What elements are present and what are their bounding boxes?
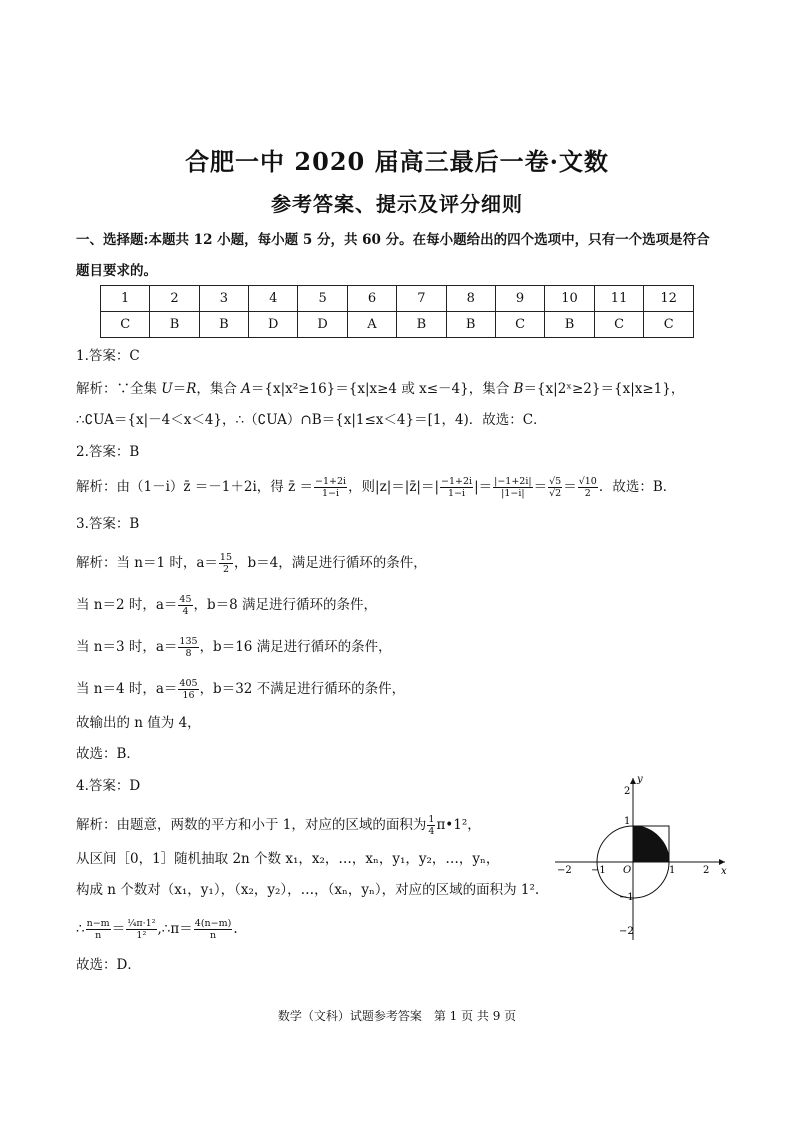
- text: ，b＝16 满足进行循环的条件，: [199, 639, 392, 655]
- q4-analysis-line4: [76, 918, 238, 941]
- numerator: √10: [578, 476, 597, 487]
- text: ，b＝4，满足进行循环的条件，: [234, 555, 427, 571]
- text: ，集合: [196, 381, 242, 397]
- text: 当 n＝4 时，a＝: [76, 681, 178, 697]
- q3-choice: 故选：B．: [76, 746, 140, 762]
- answer-table-answer-row: [101, 312, 694, 338]
- q4-answer: 4.答案：D: [76, 778, 141, 794]
- table-cell: 4: [249, 286, 298, 312]
- denominator: n: [209, 930, 217, 941]
- table-cell: B: [397, 312, 446, 338]
- table-cell: C: [101, 312, 150, 338]
- text: 解析：由题意，两数的平方和小于 1，对应的区域的面积为: [76, 817, 427, 833]
- table-cell: D: [249, 312, 298, 338]
- x-tick-label: 2: [703, 865, 710, 876]
- numerator: 1: [428, 814, 435, 825]
- q3-round2: [76, 594, 377, 617]
- text: 当 n＝3 时，a＝: [76, 639, 178, 655]
- text: ＝{x|x²≥16}＝{x|x≥4 或 x≤－4}，集合: [250, 381, 514, 397]
- x-tick-label: −2: [557, 865, 572, 876]
- numerator: −1+2i: [315, 476, 347, 487]
- q3-round3: [76, 636, 392, 659]
- table-cell: B: [446, 312, 495, 338]
- numerator: ¼π·1²: [127, 918, 156, 929]
- fraction: [194, 918, 233, 941]
- x-axis-arrow-icon: [719, 859, 725, 865]
- table-cell: D: [298, 312, 347, 338]
- table-cell: 12: [644, 286, 694, 312]
- fraction: [178, 636, 198, 659]
- denominator: |1−i|: [501, 488, 525, 499]
- text: ，b＝32 不满足进行循环的条件，: [199, 681, 406, 697]
- text: 解析：∵全集: [76, 381, 162, 397]
- q4-analysis-line1: [76, 814, 481, 837]
- fraction: [578, 476, 598, 499]
- table-cell: B: [545, 312, 595, 338]
- denominator: 4: [182, 606, 189, 617]
- table-cell: 7: [397, 286, 446, 312]
- table-cell: 10: [545, 286, 595, 312]
- y-tick-label: −2: [619, 926, 634, 937]
- table-cell: 2: [150, 286, 199, 312]
- origin-label: O: [623, 865, 632, 876]
- text: |＝: [474, 479, 493, 495]
- numerator: −1+2i: [441, 476, 473, 487]
- numerator: 15: [219, 552, 233, 563]
- text: π•1²，: [436, 817, 481, 833]
- q1-answer: 1.答案：C: [76, 348, 140, 364]
- text: ,∴π＝: [157, 921, 193, 937]
- q3-round4: [76, 678, 405, 701]
- x-axis-label: x: [721, 866, 727, 877]
- text: R: [186, 381, 197, 397]
- fraction: [219, 552, 233, 575]
- denominator: 1−i: [448, 488, 466, 499]
- text: ＝: [172, 381, 187, 397]
- fraction: [548, 476, 562, 499]
- text: ，则|z|＝|z̄|＝|: [348, 479, 440, 495]
- unit-circle-graph: [545, 770, 735, 945]
- text: 解析：由（1－i）z̄ ＝－1＋2i，得 z̄ ＝: [76, 479, 314, 495]
- text: 解析：当 n＝1 时，a＝: [76, 555, 218, 571]
- text: ＝: [533, 479, 548, 495]
- text: B: [513, 381, 524, 397]
- q2-analysis-line1: [76, 476, 676, 499]
- denominator: 4: [428, 826, 435, 837]
- table-cell: 8: [446, 286, 495, 312]
- numerator: 4(n−m): [194, 918, 232, 929]
- denominator: n: [95, 930, 102, 941]
- numerator: 135: [179, 636, 198, 647]
- x-tick-label: −1: [591, 865, 606, 876]
- q3-answer: 3.答案：B: [76, 516, 140, 532]
- section-heading-line1: 一、选择题:本题共 12 小题，每小题 5 分，共 60 分。在每小题给出的四个选项中，只有一个选项是符合: [76, 232, 710, 248]
- fraction: [427, 814, 435, 837]
- q4-choice: 故选：D．: [76, 957, 141, 973]
- y-axis-label: y: [637, 774, 643, 785]
- q3-output: 故输出的 n 值为 4，: [76, 715, 201, 731]
- table-cell: 3: [199, 286, 248, 312]
- text: A: [241, 381, 251, 397]
- text: ．故选：B．: [598, 479, 677, 495]
- fraction: [314, 476, 347, 499]
- fraction: [493, 476, 532, 499]
- q1-analysis-line1: [76, 380, 684, 398]
- table-cell: C: [594, 312, 644, 338]
- denominator: 2: [222, 564, 229, 575]
- table-cell: C: [644, 312, 694, 338]
- answer-table: [100, 285, 694, 338]
- fraction: [126, 918, 156, 941]
- section-heading-line2: 题目要求的。: [76, 263, 157, 279]
- answer-table-number-row: [101, 286, 694, 312]
- page-subtitle: 参考答案、提示及评分细则: [271, 192, 523, 216]
- fraction: [178, 678, 198, 701]
- numerator: 405: [179, 678, 198, 689]
- q3-round1: [76, 552, 427, 575]
- denominator: 16: [182, 690, 195, 701]
- denominator: 1−i: [322, 488, 340, 499]
- text: ＝: [563, 479, 577, 495]
- text: ∴: [76, 921, 85, 937]
- table-cell: A: [347, 312, 396, 338]
- numerator: n−m: [86, 918, 110, 929]
- y-axis-arrow-icon: [630, 778, 636, 784]
- text: ＝: [111, 921, 126, 937]
- table-cell: 9: [495, 286, 544, 312]
- q4-analysis-line2: 从区间［0，1］随机抽取 2n 个数 x₁，x₂，…，xₙ，y₁，y₂，…，yₙ，: [76, 851, 500, 867]
- q1-analysis-line2: ∴∁UA＝{x|－4＜x＜4}，∴（∁UA）∩B＝{x|1≤x＜4}＝[1，4)．故选：C．: [76, 412, 547, 428]
- numerator: 45: [179, 594, 192, 605]
- table-cell: 11: [594, 286, 644, 312]
- denominator: 8: [185, 648, 192, 659]
- numerator: √5: [549, 476, 562, 487]
- text: 当 n＝2 时，a＝: [76, 597, 178, 613]
- y-tick-label: 1: [624, 816, 631, 827]
- text: .: [233, 921, 238, 937]
- page-title: 合肥一中 2020 届高三最后一卷·文数: [185, 147, 609, 176]
- table-cell: C: [495, 312, 544, 338]
- denominator: 1²: [136, 930, 147, 941]
- x-tick-label: 1: [669, 865, 676, 876]
- text: U: [161, 381, 173, 397]
- fraction: [440, 476, 473, 499]
- q2-answer: 2.答案：B: [76, 444, 140, 460]
- numerator: |−1+2i|: [494, 476, 532, 487]
- table-cell: 5: [298, 286, 347, 312]
- denominator: 2: [584, 488, 591, 499]
- fraction: [178, 594, 192, 617]
- page-footer: 数学（文科）试题参考答案 第 1 页 共 9 页: [277, 1009, 517, 1023]
- table-cell: 6: [347, 286, 396, 312]
- text: ＝{x|2ˣ≥2}＝{x|x≥1}，: [523, 381, 685, 397]
- text: ，b＝8 满足进行循环的条件，: [193, 597, 378, 613]
- table-cell: 1: [101, 286, 150, 312]
- fraction: [86, 918, 111, 941]
- table-cell: B: [199, 312, 248, 338]
- table-cell: B: [150, 312, 199, 338]
- y-tick-label: 2: [624, 786, 631, 797]
- denominator: √2: [549, 488, 562, 499]
- q4-analysis-line3: 构成 n 个数对（x₁，y₁），（x₂，y₂），…，（xₙ，yₙ），对应的区域的面积为 1².: [76, 882, 540, 898]
- shaded-quarter-circle: [633, 826, 669, 862]
- y-tick-label: −1: [619, 892, 634, 903]
